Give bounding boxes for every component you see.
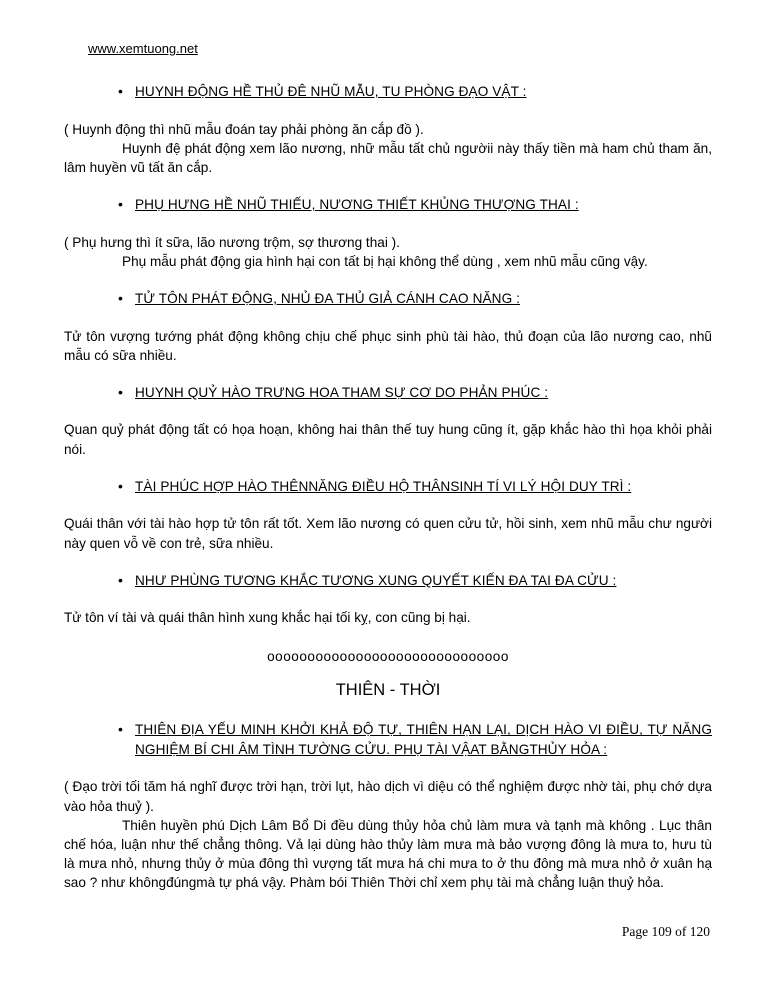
chapter-title: THIÊN - THỜI	[335, 681, 441, 700]
section-heading: PHỤ HƯNG HỀ NHŨ THIẾU, NƯƠNG THIẾT KHỦNG THƯỢNG THAI :	[135, 197, 579, 213]
document-content	[64, 82, 712, 893]
paragraph: Phụ mẫu phát động gia hình hại con tất bị hại không thể dùng , xem nhũ mẫu cũng vậy.	[122, 253, 648, 269]
paragraph: Quái thân với tài hào hợp tử tôn rất tốt. Xem lão nương có quen cửu tử, hồi sinh, xem nhũ mẫu chư người này quen vỗ về con trẻ, sữa nhiều.	[64, 516, 712, 551]
section-heading: TỬ TÔN PHÁT ĐỘNG, NHỦ ĐA THỦ GIẢ CÁNH CAO NĂNG :	[135, 291, 520, 307]
paragraph: Quan quỷ phát động tất có họa hoạn, không hai thân thế tuy hung cũng ít, gặp khắc hào thì họa khỏi phải nói.	[64, 422, 712, 457]
bullet-icon: •	[118, 290, 123, 307]
section-heading: TÀI PHÚC HỢP HÀO THÊNNĂNG ĐIỀU HỘ THÂNSINH TÍ VI LÝ HỘI DUY TRÌ :	[135, 478, 632, 494]
paragraph: ( Huynh động thì nhũ mẫu đoán tay phải phòng ăn cắp đồ ).	[64, 121, 424, 137]
section-heading: NHƯ PHÙNG TƯƠNG KHẮC TƯƠNG XUNG QUYẾT KIẾN ĐA TAI ĐA CỬU :	[135, 572, 617, 588]
section-heading: THIÊN ĐỊA YẾU MINH KHỞI KHẢ ĐỘ TỰ, THIÊN HẠN LẠI, DỊCH HÀO VI ĐIỀU, TỰ NĂNG NGHIỆM BÍ CHI ÂM TÌNH TƯỜNG CỬU. PHỤ TÀI VẬAT BẰNGTHỦY HỎA :	[135, 722, 712, 757]
site-link[interactable]: www.xemtuong.net	[88, 41, 198, 56]
section-heading: HUYNH QUỶ HÀO TRƯNG HOA THAM SỰ CƠ DO PHẢN PHÚC :	[135, 384, 549, 400]
paragraph: Thiên huyền phú Dịch Lâm Bổ Di đều dùng thủy hỏa chủ làm mưa và tạnh mà không . Lục thân chế hóa, luận như thế chẳng thông. Vả lại dùng hào thủy làm mưa mà bảo vượng đông là mưa to, hưu tù là mưa nhỏ, nhưng thủy ở mùa đông thì vượng tất mưa há chi mưa to ở thu đông mà mưa nhỏ ở xuân hạ sao ? như khôngđúngmà tự phá vậy. Phàm bói Thiên Thời chỉ xem phụ tài mà chẳng luận thuỷ hỏa.	[64, 817, 712, 891]
o-separator: oooooooooooooooooooooooooooooo	[267, 649, 509, 665]
section-heading-row	[64, 571, 712, 591]
bullet-icon: •	[118, 571, 123, 588]
bullet-icon: •	[118, 477, 123, 494]
paragraph: Huynh đệ phát động xem lão nương, nhữ mẫu tất chủ ngườii này thấy tiền mà ham chủ tham ăn, lâm huyền vũ tất ăn cắp.	[64, 140, 712, 175]
bullet-icon: •	[118, 383, 123, 400]
paragraph: ( Phụ hưng thì ít sữa, lão nương trộm, sợ thương thai ).	[64, 234, 400, 250]
section-heading-row	[64, 720, 712, 759]
section-heading: HUYNH ĐỘNG HỀ THỦ ĐÊ NHŨ MẪU, TU PHÒNG ĐẠO VẬT :	[135, 84, 527, 99]
bullet-icon: •	[118, 721, 123, 738]
section-heading-row	[64, 477, 712, 497]
paragraph: Tử tôn ví tài và quái thân hình xung khắc hại tối kỵ, con cũng bị hại.	[64, 610, 471, 626]
section-heading-row	[64, 82, 712, 102]
paragraph: ( Đạo trời tối tăm há nghĩ được trời hạn, trời lụt, hào dịch vì diệu có thể nghiệm được nhờ tài, phụ chớ dựa vào hỏa thuỷ ).	[64, 779, 712, 814]
section-heading-row	[64, 195, 712, 215]
page-number: Page 109 of 120	[621, 924, 710, 939]
section-heading-row	[64, 289, 712, 309]
section-heading-row	[64, 383, 712, 403]
bullet-icon: •	[118, 83, 123, 99]
bullet-icon: •	[118, 196, 123, 213]
paragraph: Tử tôn vượng tướng phát động không chịu chế phục sinh phù tài hào, thủ đoạn của lão nương cao, nhũ mẫu có sữa nhiều.	[64, 328, 712, 363]
